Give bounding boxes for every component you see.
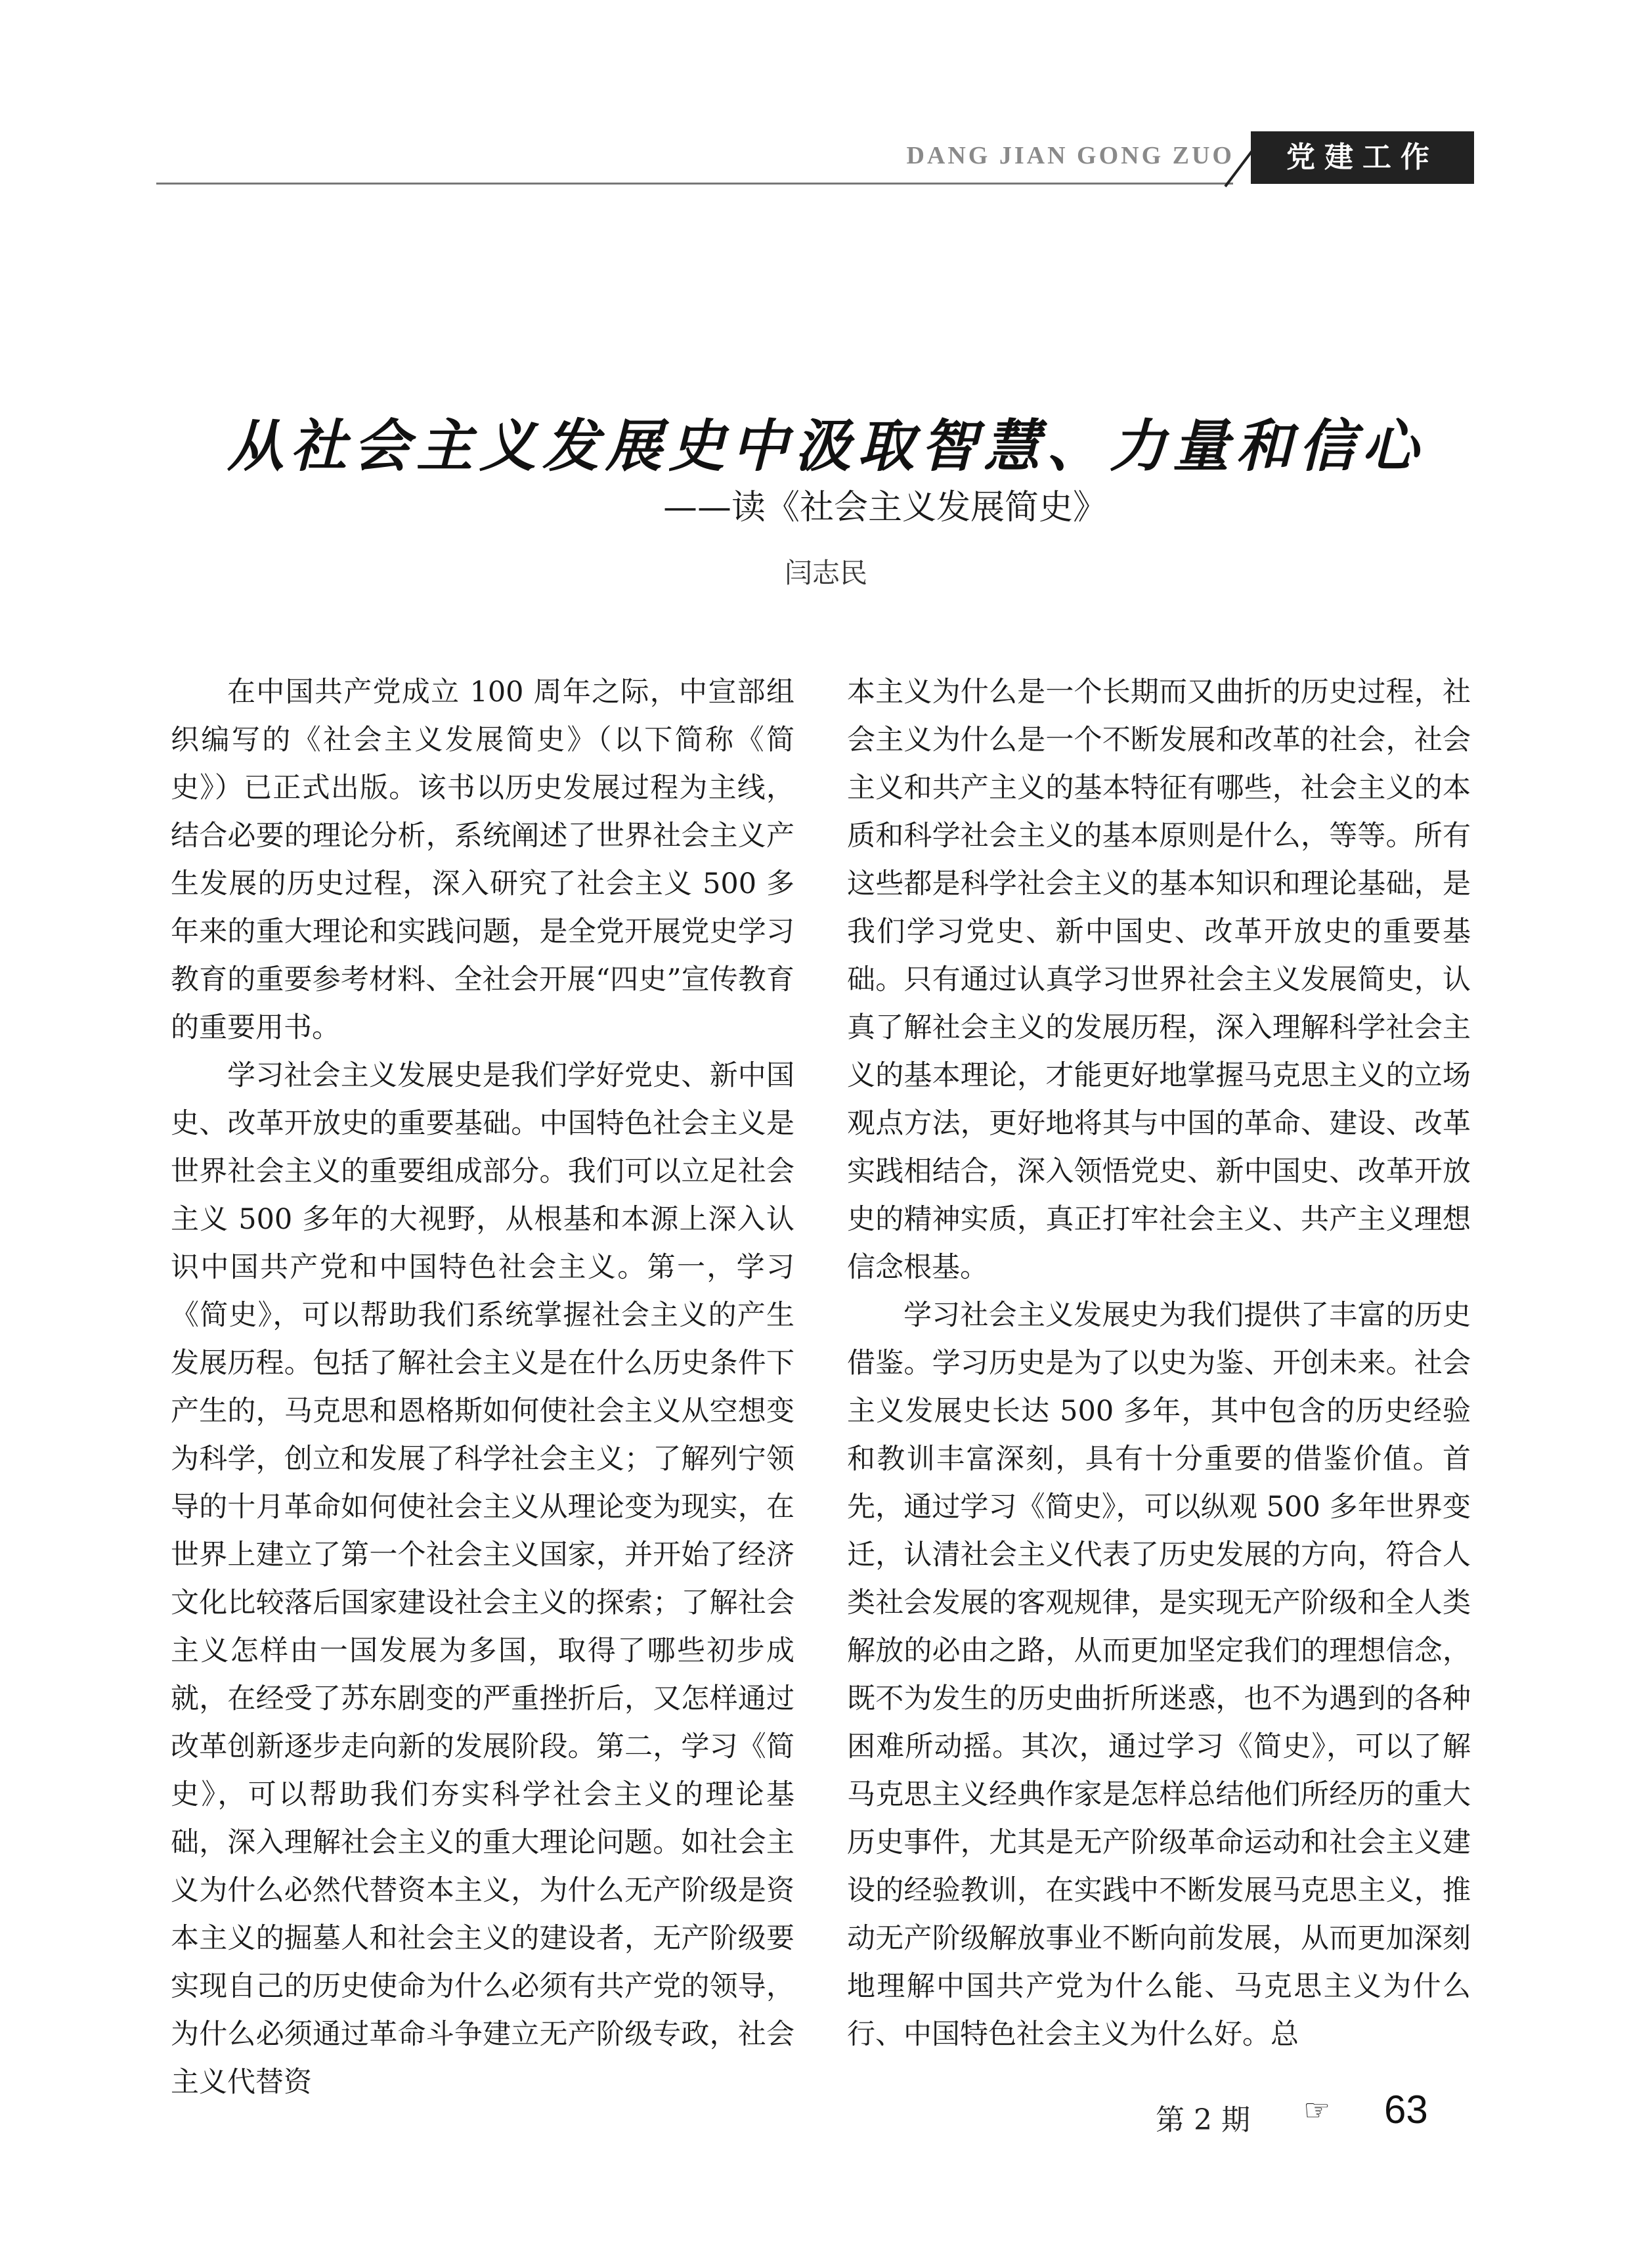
pointing-hand-icon: ☞ [1303,2092,1331,2128]
page-number: 63 [1384,2088,1428,2132]
article-subtitle: ——读《社会主义发展简史》 [663,488,1107,527]
paragraph: 在中国共产党成立 100 周年之际，中宣部组织编写的《社会主义发展简史》（以下简称《简史》）已正式出版。该书以历史发展过程为主线，结合必要的理论分析，系统阐述了世界社会主义产生发展的历史过程，深入研究了社会主义 500 多年来的重大理论和实践问题，是全党开展党史学习教育的重要参考材料、全社会开展“四史”宣传教育的重要用书。 [171,676,794,1044]
section-tag: 党建工作 [1251,131,1474,184]
paragraph: 学习社会主义发展史为我们提供了丰富的历史借鉴。学习历史是为了以史为鉴、开创未来。社会主义发展史长达 500 多年，其中包含的历史经验和教训丰富深刻，具有十分重要的借鉴价值。首先，通过学习《简史》，可以纵观 500 多年世界变迁，认清社会主义代表了历史发展的方向，符合人类社会发展的客观规律，是实现无产阶级和全人类解放的必由之路，从而更加坚定我们的理想信念，既不为发生的历史曲折所迷惑，也不为遇到的各种困难所动摇。其次，通过学习《简史》，可以了解马克思主义经典作家是怎样总结他们所经历的重大历史事件，尤其是无产阶级革命运动和社会主义建设的经验教训，在实践中不断发展马克思主义，推动无产阶级解放事业不断向前发展，从而更加深刻地理解中国共产党为什么能、马克思主义为什么行、中国特色社会主义为什么好。总 [847,1299,1471,2051]
article-author: 闫志民 [784,557,867,589]
paragraph: 学习社会主义发展史是我们学好党史、新中国史、改革开放史的重要基础。中国特色社会主义是世界社会主义的重要组成部分。我们可以立足社会主义 500 多年的大视野，从根基和本源上深入认识中国共产党和中国特色社会主义。第一，学习《简史》，可以帮助我们系统掌握社会主义的产生发展历程。包括了解社会主义是在什么历史条件下产生的，马克思和恩格斯如何使社会主义从空想变为科学，创立和发展了科学社会主义；了解列宁领导的十月革命如何使社会主义从理论变为现实，在世界上建立了第一个社会主义国家，并开始了经济文化比较落后国家建设社会主义的探索；了解社会主义怎样由一国发展为多国，取得了哪些初步成就，在经受了苏东剧变的严重挫折后，又怎样通过改革创新逐步走向新的发展阶段。第二，学习《简史》，可以帮助我们夯实科学社会主义的理论基础，深入理解社会主义的重大理论问题。如社会主义为什么必然代替资本主义，为什么无产阶级是资本主义的掘墓人和社会主义的建设者，无产阶级要实现自己的历史使命为什么必须有共产党的领导，为什么必须通过革命斗争建立无产阶级专政，社会主义代替资 [171,1059,794,2099]
body-column-left [171,668,794,2107]
issue-number: 第 2 期 [1156,2103,1250,2137]
article-title: 从社会主义发展史中汲取智慧、力量和信心 [227,413,1425,479]
header-pinyin: DANG JIAN GONG ZUO [906,142,1234,169]
paragraph-continued: 本主义为什么是一个长期而又曲折的历史过程，社会主义为什么是一个不断发展和改革的社会，社会主义和共产主义的基本特征有哪些，社会主义的本质和科学社会主义的基本原则是什么，等等。所有这些都是科学社会主义的基本知识和理论基础，是我们学习党史、新中国史、改革开放史的重要基础。只有通过认真学习世界社会主义发展简史，认真了解社会主义的发展历程，深入理解科学社会主义的基本理论，才能更好地掌握马克思主义的立场观点方法，更好地将其与中国的革命、建设、改革实践相结合，深入领悟党史、新中国史、改革开放史的精神实质，真正打牢社会主义、共产主义理想信念根基。 [847,676,1471,1284]
header-rule [156,183,1233,185]
body-column-right [847,668,1471,2059]
